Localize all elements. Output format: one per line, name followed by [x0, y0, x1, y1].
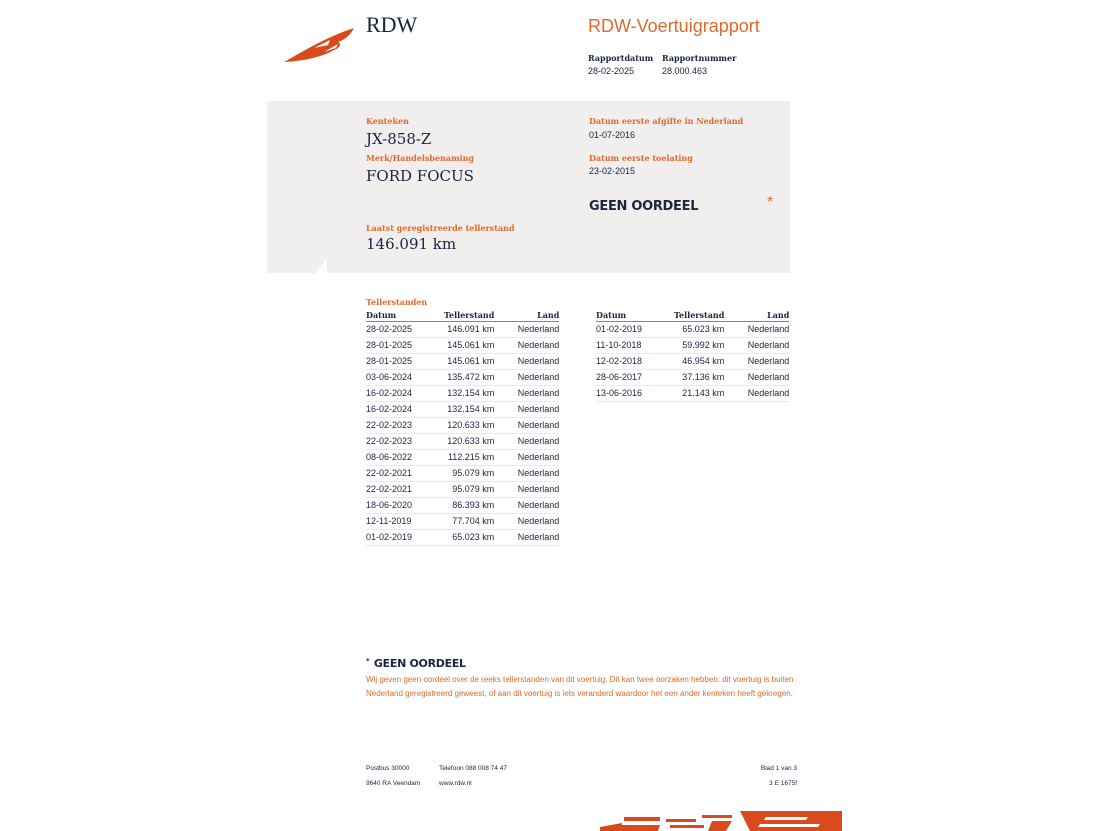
cell-date: 01-02-2019 — [366, 530, 444, 546]
table-row — [366, 530, 559, 546]
table-row — [366, 482, 559, 498]
cell-reading: 21.143 km — [674, 386, 724, 402]
cell-country: Nederland — [494, 354, 559, 370]
report-date: 28-02-2025 — [588, 66, 635, 76]
table-row — [366, 450, 559, 466]
report-title: RDW-Voertuigrapport — [588, 16, 760, 36]
cell-date: 28-02-2025 — [366, 322, 444, 338]
rdw-logo-icon — [284, 26, 356, 64]
table-row — [366, 338, 559, 354]
cell-date: 16-02-2024 — [366, 386, 444, 402]
table-row — [366, 386, 559, 402]
cell-country: Nederland — [494, 402, 559, 418]
cell-reading: 145.061 km — [444, 338, 494, 354]
table-row — [366, 370, 559, 386]
cell-date: 01-02-2019 — [596, 322, 674, 338]
table-row — [596, 386, 789, 402]
cell-date: 28-06-2017 — [596, 370, 674, 386]
cell-country: Nederland — [494, 482, 559, 498]
footer-phone: Telefoon 088 008 74 47 — [439, 765, 507, 772]
col-reading: Tellerstand — [444, 310, 495, 320]
footnote-title-text: GEEN OORDEEL — [373, 657, 466, 670]
first-admission-label: Datum eerste toelating — [589, 153, 693, 163]
cell-reading: 112.215 km — [444, 450, 494, 466]
footnote-title — [366, 657, 466, 670]
cell-reading: 65.023 km — [444, 530, 494, 546]
footnote-text: Wij geven geen oordeel over de reeks tellerstanden van dit voertuig. Dit kan twee oorzaken hebben: dit voertuig is buiten Nederland geregistreerd geweest, of aan dit voertuig is iets veranderd waardoor het een ander kenteken heeft gekregen. — [366, 675, 794, 698]
cell-reading: 132.154 km — [444, 386, 494, 402]
cell-date: 22-02-2023 — [366, 418, 444, 434]
report-number: 28.000.463 — [662, 66, 708, 76]
cell-country: Nederland — [494, 466, 559, 482]
cell-country: Nederland — [494, 514, 559, 530]
cell-reading: 59.992 km — [674, 338, 724, 354]
table-row — [596, 370, 789, 386]
cell-reading: 146.091 km — [444, 322, 494, 338]
table-row — [366, 354, 559, 370]
cell-reading: 37.136 km — [674, 370, 724, 386]
first-nl-label: Datum eerste afgifte in Nederland — [589, 116, 744, 126]
table-row — [596, 354, 789, 370]
cell-country: Nederland — [494, 530, 559, 546]
cell-date: 03-06-2024 — [366, 370, 444, 386]
col-date: Datum — [596, 310, 674, 322]
cell-reading: 135.472 km — [444, 370, 494, 386]
cell-reading: 95.079 km — [444, 482, 494, 498]
cell-country: Nederland — [494, 322, 559, 338]
panel-notch — [267, 259, 327, 273]
cell-date: 22-02-2021 — [366, 466, 444, 482]
first-admission-value: 23-02-2015 — [589, 166, 636, 176]
cell-reading: 65.023 km — [674, 322, 724, 338]
cell-country: Nederland — [724, 370, 789, 386]
cell-reading: 77.704 km — [444, 514, 494, 530]
table-row — [366, 466, 559, 482]
brand-name: RDW — [366, 12, 418, 37]
plate-value: JX-858-Z — [366, 130, 432, 148]
make-value: FORD FOCUS — [366, 167, 474, 185]
odometer-section-title: Tellerstanden — [366, 297, 428, 307]
cell-reading: 145.061 km — [444, 354, 494, 370]
col-date: Datum — [366, 310, 444, 322]
cell-reading: 132.154 km — [444, 402, 494, 418]
cell-date: 28-01-2025 — [366, 338, 444, 354]
table-row — [366, 514, 559, 530]
report-number-label: Rapportnummer — [662, 53, 737, 63]
table-row — [596, 338, 789, 354]
cell-country: Nederland — [494, 370, 559, 386]
cell-date: 28-01-2025 — [366, 354, 444, 370]
col-country: Land — [494, 310, 559, 322]
cell-date: 18-06-2020 — [366, 498, 444, 514]
verdict-marker: * — [767, 194, 774, 211]
cell-reading: 95.079 km — [444, 466, 494, 482]
table-row — [596, 322, 789, 338]
first-nl-value: 01-07-2016 — [589, 130, 636, 140]
verdict: GEEN OORDEEL — [589, 199, 699, 214]
report-date-label: Rapportdatum — [588, 53, 654, 63]
footnote-marker: * — [366, 657, 370, 665]
table-row — [366, 498, 559, 514]
footer-web-link[interactable]: www.rdw.nl — [439, 780, 472, 787]
cell-date: 22-02-2021 — [366, 482, 444, 498]
plate-label: Kenteken — [366, 116, 409, 126]
cell-reading: 120.633 km — [444, 434, 494, 450]
cell-country: Nederland — [494, 418, 559, 434]
last-odo-label: Laatst geregistreerde tellerstand — [366, 223, 515, 233]
col-reading: Tellerstand — [674, 310, 725, 320]
footer-postbus: Postbus 30000 — [366, 765, 410, 772]
cell-date: 22-02-2023 — [366, 434, 444, 450]
cell-country: Nederland — [724, 338, 789, 354]
cell-date: 13-06-2016 — [596, 386, 674, 402]
table-row — [366, 402, 559, 418]
cell-date: 08-06-2022 — [366, 450, 444, 466]
cell-reading: 46.954 km — [674, 354, 724, 370]
cell-country: Nederland — [494, 434, 559, 450]
table-row — [366, 434, 559, 450]
vehicle-summary-panel — [267, 101, 790, 273]
cell-country: Nederland — [724, 386, 789, 402]
odometer-table-left — [366, 310, 559, 546]
table-row — [366, 322, 559, 338]
footer-page: Blad 1 van 3 — [760, 765, 797, 772]
last-odo-value: 146.091 km — [366, 235, 457, 253]
footer-city: 9640 RA Veendam — [366, 780, 421, 787]
cell-date: 12-02-2018 — [596, 354, 674, 370]
cell-date: 11-10-2018 — [596, 338, 674, 354]
cell-country: Nederland — [494, 450, 559, 466]
make-label: Merk/Handelsbenaming — [366, 153, 475, 163]
cell-date: 12-11-2019 — [366, 514, 444, 530]
cell-country: Nederland — [494, 498, 559, 514]
cell-country: Nederland — [494, 338, 559, 354]
table-row — [366, 418, 559, 434]
cell-country: Nederland — [724, 322, 789, 338]
cell-reading: 86.393 km — [444, 498, 494, 514]
odometer-table-right — [596, 310, 789, 402]
cell-date: 16-02-2024 — [366, 402, 444, 418]
footer-code: 3 E 1675f — [769, 780, 797, 787]
col-country: Land — [724, 310, 789, 322]
cell-country: Nederland — [494, 386, 559, 402]
rdw-stripes-icon — [600, 811, 842, 831]
cell-reading: 120.633 km — [444, 418, 494, 434]
cell-country: Nederland — [724, 354, 789, 370]
